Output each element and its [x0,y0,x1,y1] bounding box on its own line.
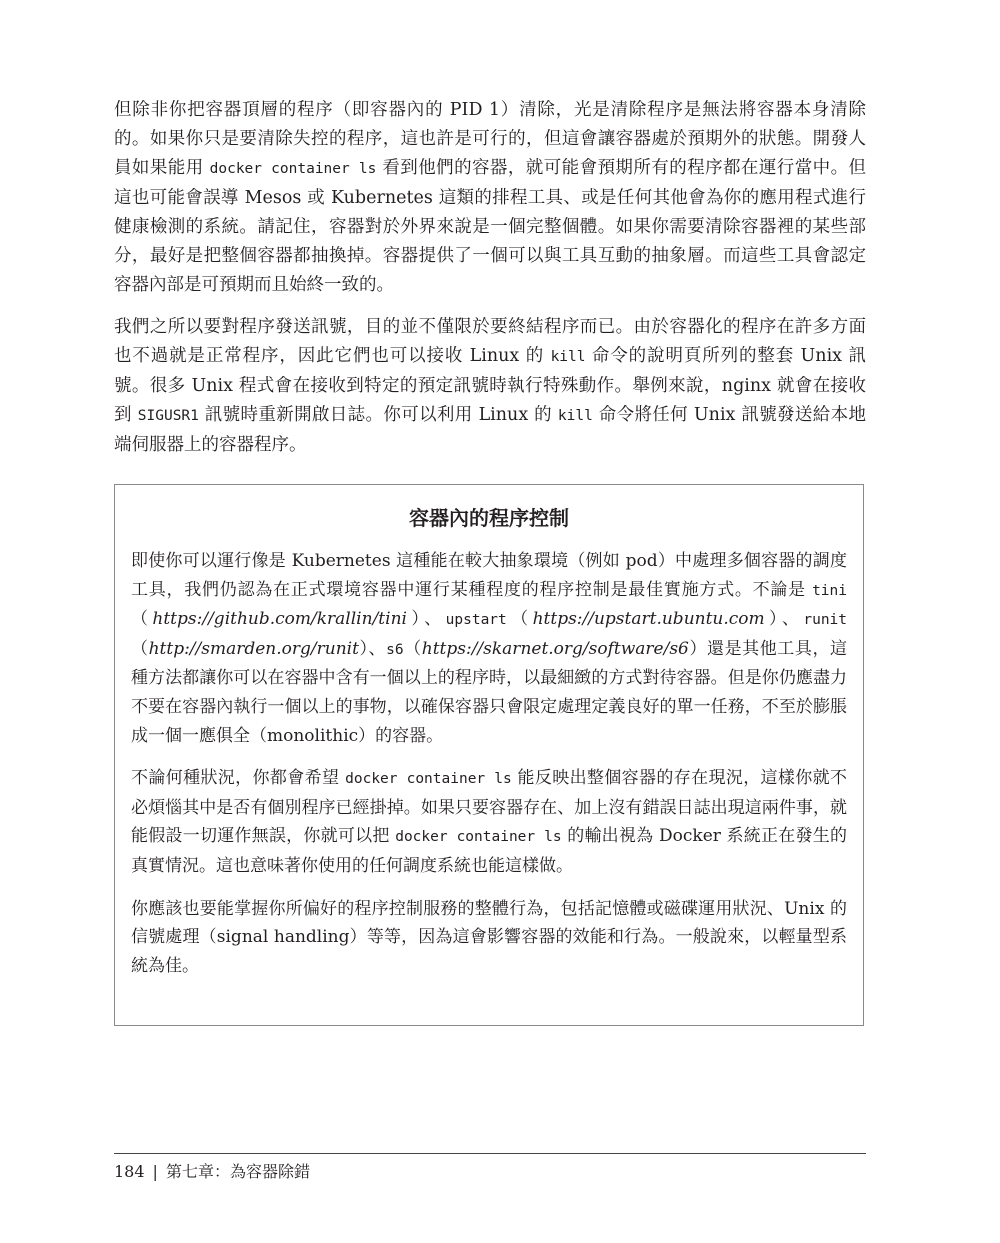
text-segment: 即使你可以運行像是 Kubernetes 這種能在較大抽象環境（例如 pod）中處理多個容器的調度工具，我們仍認為在正式環境容器中運行某種程度的程序控制是最佳實施方式。不論是 [131,551,847,600]
text-segment: （ [131,638,149,659]
text-segment: ）、 [764,609,804,630]
text-segment: （ [131,609,153,630]
text-segment: 但除非你把容器頂層的程序（即容器內的 PID 1）清除，光是清除程序是無法將容器本身清除的。如果你只是要清除失控的程序，這也許是可行的，但這會讓容器處於預期外的狀態。開發人員如果能用 [114,100,866,178]
paragraph-2 [114,313,866,460]
inline-code: kill [550,349,586,365]
inline-code: docker container ls [345,771,512,788]
inline-code: docker container ls [209,161,377,177]
inline-code: upstart [445,612,507,629]
sidebar-title: 容器內的程序控制 [409,506,569,530]
page-number: 184 [114,1162,145,1181]
chapter-title: 第七章：為容器除錯 [165,1162,310,1181]
text-segment: ）、 [358,638,387,659]
text-segment: 你應該也要能掌握你所偏好的程序控制服務的整體行為，包括記憶體或磁碟運用狀況、Unix 的信號處理（signal handling）等等，因為這會影響容器的效能和行為。一般說來，以輕量型系統為佳。 [131,898,847,976]
inline-code: SIGUSR1 [137,408,199,424]
text-segment: 我們之所以要對程序發送訊號，目的並不僅限於要終結程序而已。由於容器化的程序在許多方面也不過就是正常程序，因此它們也可以接收 Linux 的 [114,317,866,366]
text-segment: ）還是其他工具，這種方法都讓你可以在容器中含有一個以上的程序時，以最細緻的方式對待容器。但是你仍應盡力不要在容器內執行一個以上的事物，以確保容器只會限定處理定義良好的單一任務，不至於膨脹成一個一應俱全（monolithic）的容器。 [131,638,848,746]
sidebar-paragraph-2 [131,764,847,880]
text-segment: （ [506,609,533,630]
text-segment: 不論何種狀況，你都會希望 [131,768,346,789]
sidebar-box [114,484,864,1026]
url-text: https://skarnet.org/software/s6 [421,638,689,659]
text-segment: 命令的說明頁所列的整套 Unix 訊號。很多 Unix 程式會在接收到特定的預定訊號時執行特殊動作。舉例來說，nginx 就會在接收到 [114,346,866,425]
text-segment: 訊號時重新開啟日誌。你可以利用 Linux 的 [198,405,558,425]
text-segment: 的輸出視為 Docker 系統正在發生的真實情況。這也意味著你使用的任何調度系統也能這樣做。 [131,826,847,876]
inline-code: tini [812,582,847,599]
url-text: https://github.com/krallin/tini [152,609,407,630]
body-text [114,96,866,473]
text-segment: ）、 [406,609,446,630]
url-text: https://upstart.ubuntu.com [532,609,765,630]
text-segment: 命令將任何 Unix 訊號發送給本地端伺服器上的容器程序。 [114,405,866,455]
footer-divider [114,1153,866,1154]
text-segment: 能反映出整個容器的存在現況，這樣你就不必煩惱其中是否有個別程序已經掛掉。如果只要容器存在、加上沒有錯誤日誌出現這兩件事，就能假設一切運作無誤，你就可以把 [131,768,848,847]
inline-code: docker container ls [395,829,562,846]
inline-code: s6 [386,641,404,658]
footer-separator: | [152,1162,158,1181]
text-segment: 看到他們的容器，就可能會預期所有的程序都在運行當中。但這也可能會誤導 Mesos 或 Kubernetes 這類的排程工具、或是任何其他會為你的應用程式進行健康檢測的系統。請記住，容器對於外界來說是一個完整個體。如果你需要清除容器裡的某些部分，最好是把整個容器都抽換掉。容器提供了一個可以與工具互動的抽象層。而這些工具會認定容器內部是可預期而且始終一致的。 [114,158,867,295]
inline-code: runit [803,612,848,629]
inline-code: kill [557,408,593,424]
page-footer [114,1160,310,1184]
sidebar-paragraph-1 [131,547,847,750]
text-segment: （ [403,638,422,659]
url-text: http://smarden.org/runit [148,638,359,659]
paragraph-1 [114,96,866,300]
sidebar-paragraph-3 [131,895,847,981]
